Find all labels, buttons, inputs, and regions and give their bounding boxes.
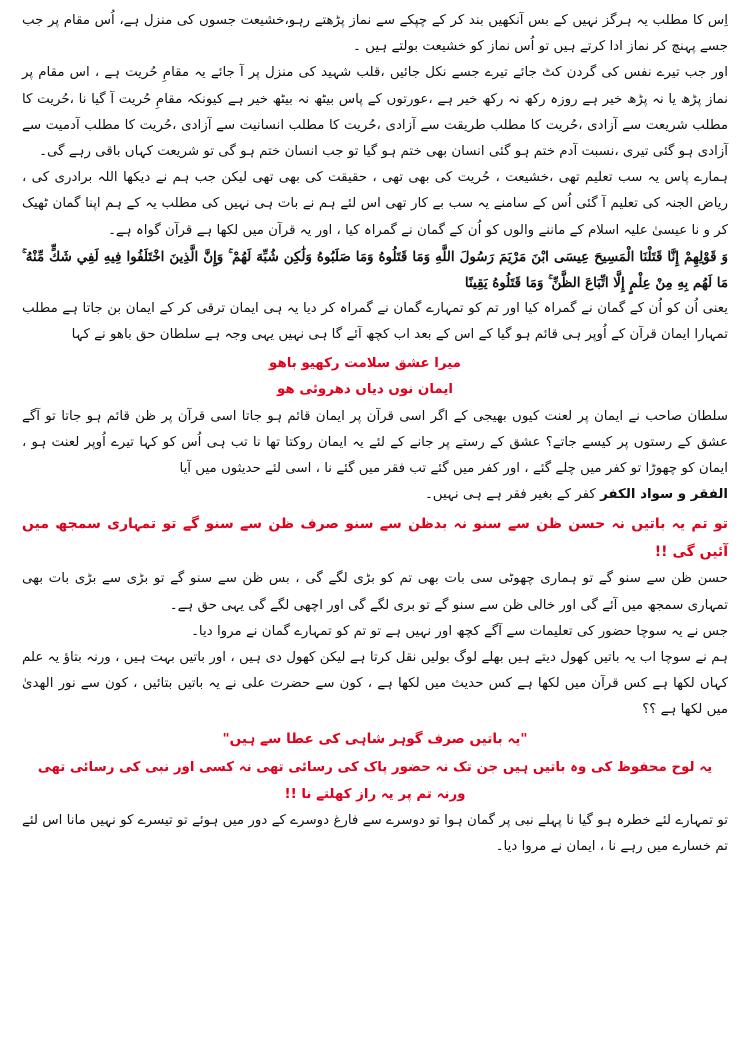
paragraph-hum: ہم نے سوچا اب یہ باتیں کھول دیتے ہیں بھلے لوگ بولیں نقل کرتا ہے لیکن کھول دی ہیں ، اور باتیں بہت ہیں ، ورنہ بتاؤ یہ علم کہاں لکھا ہے کس قرآن میں لکھا ہے کس حدیث میں لکھا ہے ، کون سے حضرت علی نے یہ باتیں بتائیں ، کون سے نور الھدیٰ میں لکھا ہے ؟؟	[22, 650, 728, 718]
warning-line: تو تم یہ باتیں نہ حسن ظن سے سنو نہ بدظن سے سنو صرف ظن سے سنو گے تو تمہاری سمجھ میں آئیں گی !!	[22, 516, 729, 561]
lauh-line: یہ لوح محفوظ کی وہ باتیں ہیں جن تک نہ حضور پاک کی رسائی تھی نہ کسی اور نبی کی رسائی تھی ورنہ تم پر یہ راز کھلتے نا !!	[37, 759, 713, 802]
paragraph-sultan: سلطان صاحب نے ایمان پر لعنت کیوں بھیجی کے اگر اسی قرآن پر ایمان قائم ہو جاتا اسی قرآن پر ظن قائم ہو جاتا تو آگے عشق کے رستوں پر کیسے جاتے؟ عشق کے رستے پر جانے کے لئے یہ ایمان روکتا تھا نا تب ہی اُس کو کہا تیرے اُوپر لعنت ہو ، ایمان کو چھوڑا تو کفر میں چلے گئے ، اور کفر میں گئے تب فقر میں گئے نا ، اسی لئے حدیثوں میں آیا	[22, 408, 728, 477]
paragraph-huriyat: اور جب تیرے نفس کی گردن کٹ جائے تیرے جسے نکل جائیں ،قلب شہید کی منزل پر آ جائے یہ مقامِ حُریت ہے ، اس مقام پر نماز پڑھ یا نہ پڑھ خیر ہے روزہ رکھ نہ رکھ خیر ہے ،عورتوں کے پاس بیٹھ نہ بیٹھ خیر ہے کیونکہ مقامِ حُریت آ گیا نا ،حُریت کا مطلب شریعت سے آزادی ،حُریت کا مطلب طریقت سے آزادی ،حُریت کا مطلب انسانیت سے آزادی ،حُریت کا مطلب آدمیت سے آزادی ہو گئی تیری ،نسبت آدم ختم ہو گئی انسان بھی ختم ہو گیا تو جب انسان ختم ہو گی تو شریعت کہاں باقی رہے گی۔	[22, 65, 728, 160]
paragraph-final: تو تمہارے لئے خطرہ ہو گیا نا پہلے نبی پر گمان ہوا تو دوسرے سے فارغ دوسرے کے دور میں ہوئے تو تیسرے کو نہیں مانا اس لئے تم خسارے میں رہے نا ، ایمان نے مروا دیا۔	[22, 812, 728, 854]
paragraph-khushiyat: اِس کا مطلب یہ ہرگز نہیں کے بس آنکھیں بند کر کے چپکے سے نماز پڑھتے رہو،خشیعت جسوں کی منزل ہے، اُس مقام پر جب جسے پہنچ کر نماز ادا کرتے ہیں تو اُس نماز کو خشیعت بولتے ہیں ۔	[22, 13, 728, 55]
paragraph-after-verse: یعنی اُن کو اُن کے گمان نے گمراہ کیا اور تم کو تمہارے گمان نے گمراہ کر دیا یہ ہی ایمان ترقی کر کے ایمان بن جاتا ہے مطلب تمہارا ایمان قرآن کے اُوپر ہی قائم ہو گیا کے اس کے بعد اب کچھ آئے گا ہی نہیں یہی وجہ ہے سلطان حق باھو نے کہا	[22, 301, 728, 343]
hadith-line	[22, 482, 728, 508]
quran-verse: وَ قَوْلِهِمْ إِنَّا قَتَلْنَا الْمَسِيحَ عِيسَى ابْنَ مَرْيَمَ رَسُولَ اللَّهِ وَمَا قَتَلُوهُ وَمَا صَلَبُوهُ وَلَٰكِن شُبِّهَ لَهُمْ ۚ وَإِنَّ الَّذِينَ اخْتَلَفُوا فِيهِ لَفِي شَكٍّ مِّنْهُ ۚ مَا لَهُم بِهِ مِنْ عِلْمٍ إِلَّا اتِّبَاعَ الظَّنِّ ۚ وَمَا قَتَلُوهُ يَقِينًا	[22, 248, 728, 292]
paragraph-taleem: ہمارے پاس یہ سب تعلیم تھی ،خشیعت ، حُریت کی بھی تھی ، حقیقت کی بھی تھی لیکن جب ہم نے دیکھا اللہ برادری کی ، ریاض الجنہ کی تعلیم آ گئی اُس کے سامنے یہ سب بے کار تھی اس لئے ہم نے بات ہی نہیں کی مطلب یہ کے ہم اپنا گمان ٹھیک کر و نا عیسیٰ علیہ اسلام کے ماننے والوں کو اُن کے گمان نے گمراہ کیا ، اور یہ قرآن میں لکھا ہے قرآن گواہ ہے۔	[22, 170, 728, 238]
couplet-line-1: میرا عشق سلامت رکھیو باھو	[269, 355, 461, 371]
couplet-line-2: ایمان نوں دیاں دھروئی ھو	[277, 382, 453, 398]
hadith-arabic: الفقر و سواد الکفر	[600, 487, 728, 503]
hadith-urdu: کفر کے بغیر فقر ہے ہی نہیں۔	[424, 487, 596, 503]
quote-line: "یہ باتیں صرف گوہر شاہی کی عطا سے ہیں"	[222, 730, 528, 747]
paragraph-jis: جس نے یہ سوچا حضور کی تعلیمات سے آگے کچھ اور نہیں ہے تو تم کو تمہارے گمان نے مروا دیا۔	[191, 623, 728, 639]
paragraph-husn-zan: حسن ظن سے سنو گے تو ہماری چھوٹی سی بات بھی تم کو بڑی لگے گی ، بس ظن سے سنو گے تو بڑی سے بڑی بات بھی تمہاری سمجھ میں آئے گی اور خالی ظن سے سنو گے تو بری لگے گی اور اچھی لگے گی یہی حق ہے۔	[22, 571, 728, 613]
